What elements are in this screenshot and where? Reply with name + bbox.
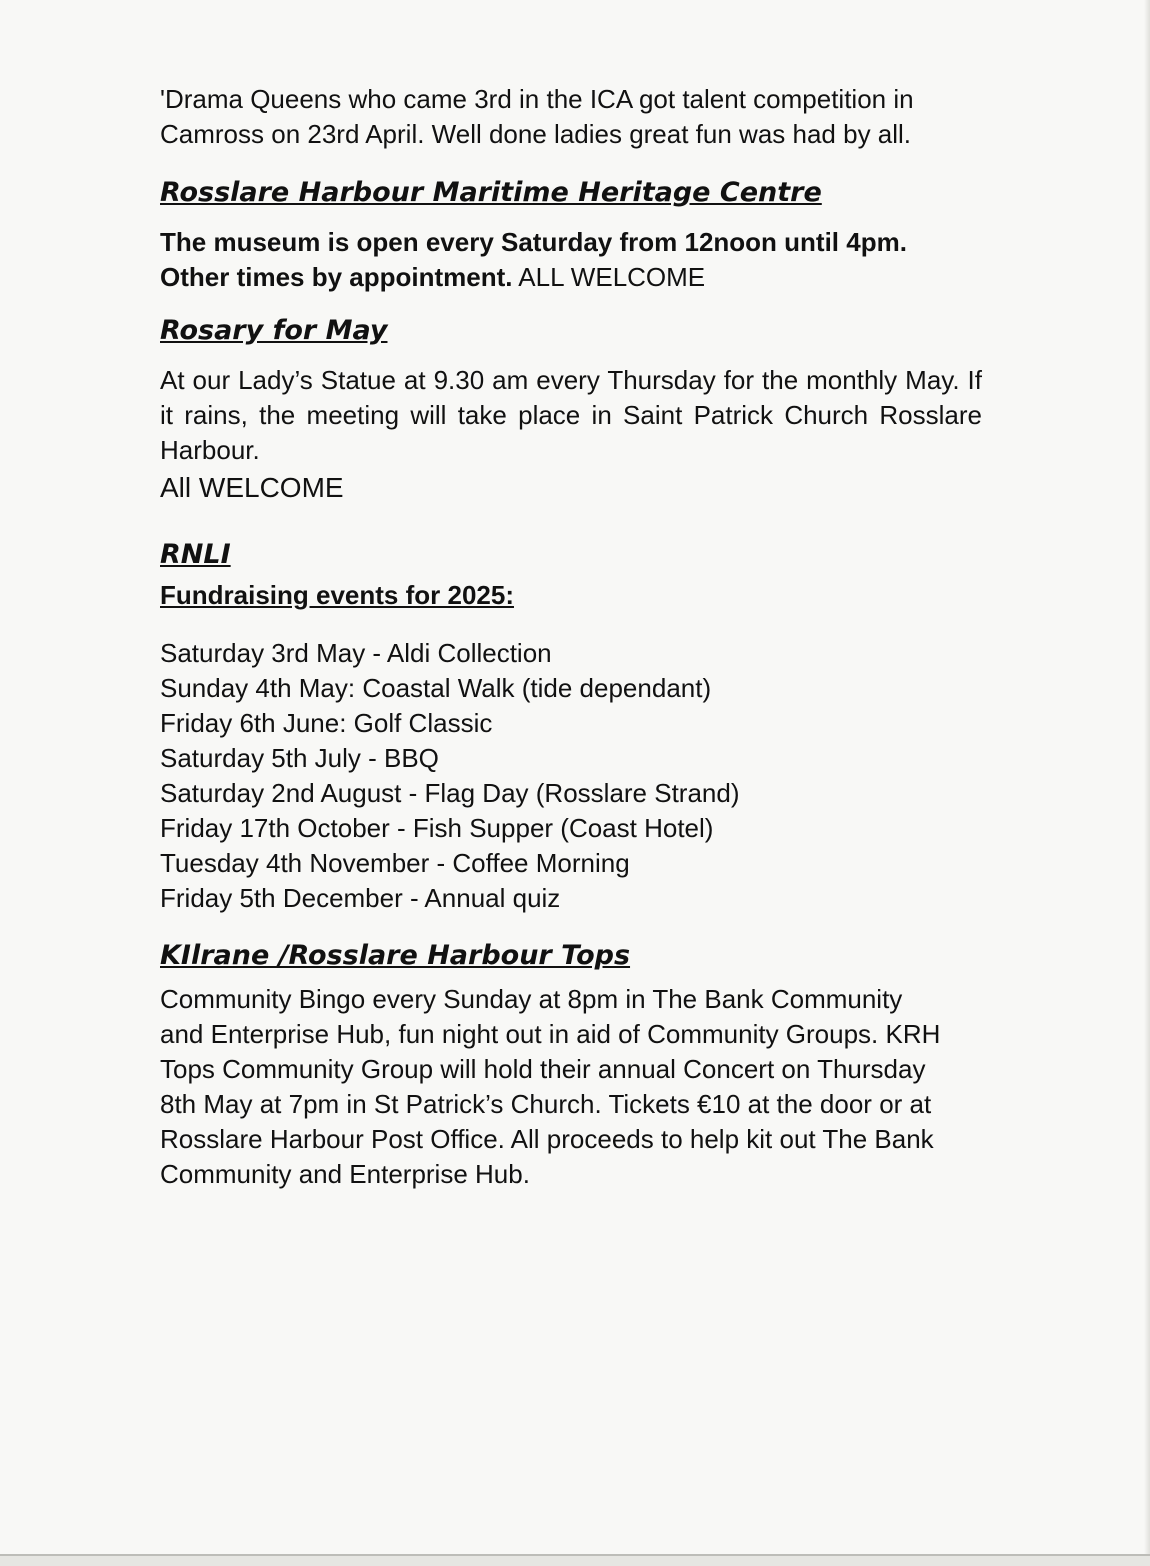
list-item: Friday 6th June: Golf Classic	[160, 708, 493, 738]
list-item: Saturday 3rd May - Aldi Collection	[160, 638, 552, 668]
heritage-welcome: ALL WELCOME	[512, 262, 706, 292]
list-item: Saturday 2nd August - Flag Day (Rosslare Strand)	[160, 778, 740, 808]
tops-heading: KIlrane /Rosslare Harbour Tops	[160, 940, 631, 971]
list-item: Saturday 5th July - BBQ	[160, 743, 439, 773]
list-item: Friday 5th December - Annual quiz	[160, 883, 561, 913]
heritage-paragraph	[160, 225, 970, 295]
rnli-subheading: Fundraising events for 2025:	[160, 580, 514, 610]
rosary-welcome: All WELCOME	[160, 472, 344, 503]
list-item: Friday 17th October - Fish Supper (Coast Hotel)	[160, 813, 714, 843]
page-edge-shadow	[1144, 0, 1150, 1564]
heritage-hours: The museum is open every Saturday from 12noon until 4pm. Other times by appointment.	[160, 227, 907, 292]
page-bottom-edge	[0, 1554, 1150, 1566]
list-item: Tuesday 4th November - Coffee Morning	[160, 848, 630, 878]
rosary-paragraph: At our Lady’s Statue at 9.30 am every Thursday for the monthly May. If it rains, the meeting will take place in Saint Patrick Church Rosslare Harbour.	[160, 365, 982, 465]
rosary-heading: Rosary for May	[160, 315, 388, 346]
rnli-events-list	[160, 636, 990, 916]
list-item: Sunday 4th May: Coastal Walk (tide dependant)	[160, 673, 712, 703]
tops-paragraph: Community Bingo every Sunday at 8pm in The Bank Community and Enterprise Hub, fun night out in aid of Community Groups. KRH Tops Community Group will hold their annual Concert on Thursday 8th May at 7pm in St Patrick’s Church. Tickets €10 at the door or at Rosslare Harbour Post Office. All proceeds to help kit out The Bank Community and Enterprise Hub.	[160, 984, 941, 1189]
heritage-heading: Rosslare Harbour Maritime Heritage Centre	[160, 177, 822, 208]
page-content	[160, 82, 990, 1192]
rnli-heading: RNLI	[160, 539, 231, 570]
ica-paragraph: 'Drama Queens who came 3rd in the ICA got talent competition in Camross on 23rd April. Well done ladies great fun was had by all.	[160, 84, 914, 149]
